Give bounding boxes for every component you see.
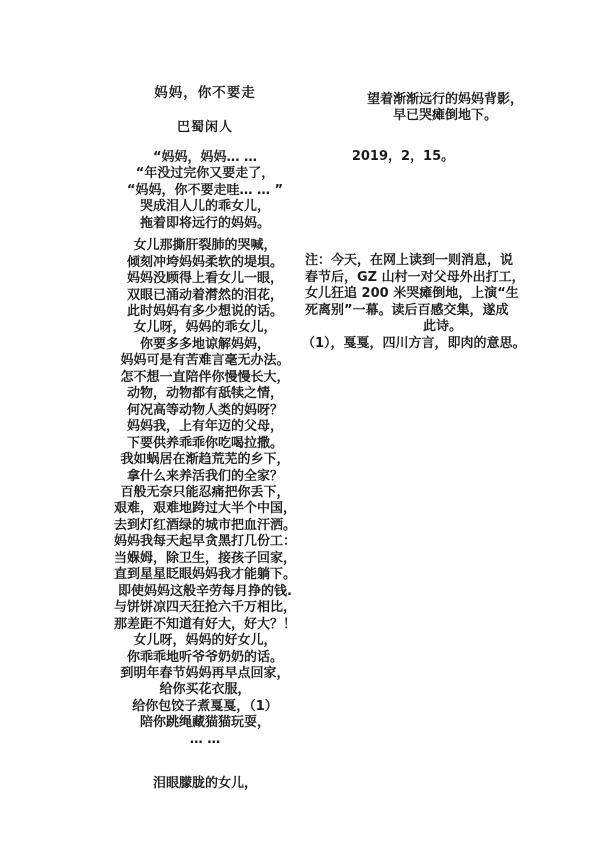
text-line: 注：今天，在网上读到一则消息，说 — [305, 253, 514, 269]
poem-date: 2019，2，15。 — [351, 148, 455, 164]
text-line: 哭成泪人儿的乖女儿， — [139, 199, 270, 215]
poem-title: 妈妈，你不要走 — [154, 85, 256, 101]
poem-stanza-1 — [72, 150, 338, 232]
text-line: 何况高等动物人类的妈呀？ — [126, 402, 283, 418]
text-line: 百般无奈只能忍痛把你丢下， — [120, 484, 290, 500]
text-line: 女儿那撕肝裂肺的哭喊， — [133, 238, 277, 254]
text-line: 动物，动物都有舐犊之情， — [126, 386, 283, 402]
text-line: 倾刻冲垮妈妈柔软的堤垻。 — [126, 254, 283, 270]
text-line: 妈妈没顾得上看女儿一眼， — [126, 271, 283, 287]
text-line: 你乖乖地听爷爷奶奶的话。 — [126, 649, 283, 665]
text-line: 拖着即将远行的妈妈。 — [139, 215, 270, 231]
text-line: 给你包饺子煮戛戛，（1） — [132, 698, 278, 714]
text-line: 怎不想一直陪伴你慢慢长大， — [120, 369, 290, 385]
text-line: 直到星星眨眼妈妈我才能躺下。 — [113, 567, 296, 583]
poem-author: 巴蜀闲人 — [176, 120, 233, 136]
text-line: 女儿呀，妈妈的好女儿， — [133, 633, 277, 649]
poem-column-right — [300, 92, 590, 352]
text-line: “年没过完你又要走了， — [135, 166, 275, 182]
text-line: 望着渐渐远行的妈妈背影， — [366, 92, 523, 107]
text-line: “妈妈，妈妈… … — [152, 149, 258, 165]
text-line: “妈妈，你不要走哇… … ” — [126, 182, 284, 198]
text-line: 即使妈妈这般辛劳每月挣的钱. — [118, 583, 292, 599]
text-line: 此诗。 — [422, 319, 462, 335]
poem-line-tail: 泪眼朦胧的女儿， — [152, 776, 257, 792]
text-line: 女儿呀，妈妈的乖女儿， — [133, 320, 277, 336]
text-line: 到明年春节妈妈再早点回家， — [120, 665, 290, 681]
text-line: 双眼已涌动着潸然的泪花， — [126, 287, 283, 303]
text-line: 下要供养乖乖你吃喝拉撒。 — [126, 435, 283, 451]
text-line: 当媬姆，除卫生，接孩子回家， — [113, 550, 296, 566]
text-line: 给你买花衣服， — [159, 682, 251, 698]
text-line: （1），戛戛，四川方言，即肉的意思。 — [302, 335, 526, 351]
text-line: 拿什么来养活我们的全家？ — [126, 468, 283, 484]
text-line: 去到灯红酒绿的城市把血汗洒。 — [113, 517, 296, 533]
text-line: 早已哭瘫倒地下。 — [392, 108, 497, 124]
text-line: 艰难，艰难地跨过大半个中国， — [113, 501, 296, 517]
text-line: 妈妈我，上有年迈的父母， — [126, 419, 283, 435]
poem-note — [300, 253, 590, 352]
text-line: 死离别”一幕。读后百感交集，遂成 — [305, 302, 509, 318]
text-line: 春节后，GZ 山村一对父母外出打工， — [305, 269, 525, 285]
text-line: 那差距不知道有好大，好大？！ — [113, 616, 296, 632]
text-line: 陪你跳绳藏猫猫玩耍， — [139, 715, 270, 731]
poem-stanza-2 — [72, 238, 338, 748]
text-line: 我如蜗居在渐趋荒芜的乡下， — [120, 452, 290, 468]
poem-continuation — [300, 92, 590, 125]
text-line: 与饼饼凉四天狂抢六千万相比， — [113, 600, 296, 616]
poem-column-left — [72, 85, 338, 793]
text-line: 妈妈可是有苦难言毫无办法。 — [120, 353, 290, 369]
text-line: 女儿狂追 200 米哭瘫倒地，上演“生 — [305, 286, 519, 302]
text-line: 此时妈妈有多少想说的话。 — [126, 303, 283, 319]
text-line: 你要多多地谅解妈妈， — [139, 336, 270, 352]
text-line: … … — [189, 731, 221, 747]
text-line: 妈妈我每天起早贪黑打几份工： — [113, 534, 296, 550]
